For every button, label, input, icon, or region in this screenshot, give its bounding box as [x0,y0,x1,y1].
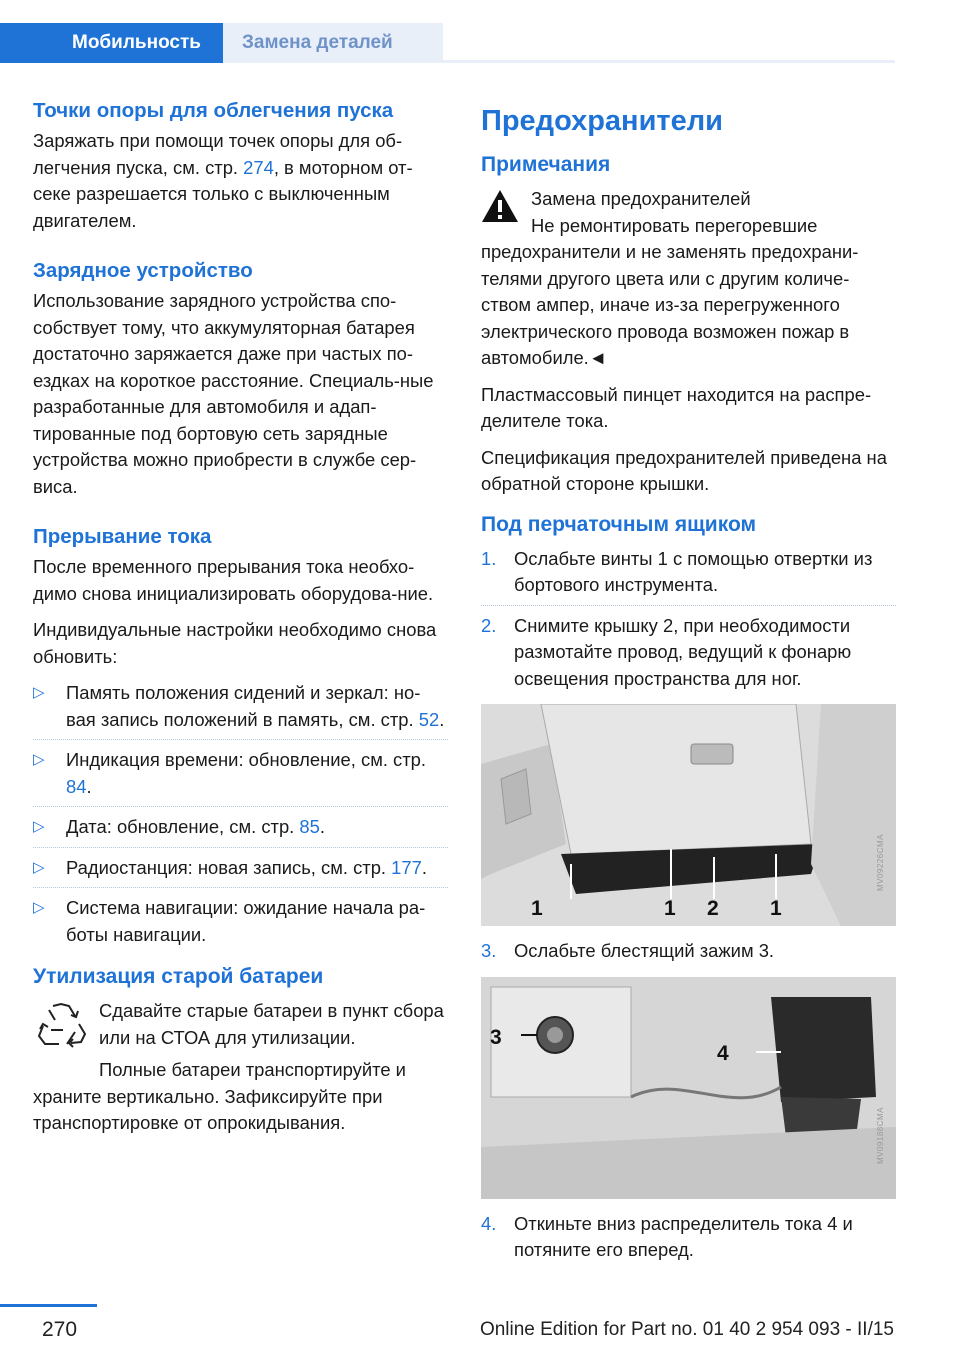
list-item: 4. Откиньте вниз распределитель тока 4 и потяните его вперед. [481,1212,853,1260]
step-number: 2. [481,614,497,636]
page-header [0,23,895,63]
heading-power-interruption: Прерывание тока [33,525,212,548]
left-column [33,98,448,1147]
header-rule [443,60,895,63]
paragraph-transport: Полные батареи транспортируйте и храните вертикально. Зафиксируйте при транспортировке от опрокидывания. [33,1059,406,1133]
callout-3: 3 [490,1025,502,1049]
callout-1b: 1 [664,897,676,920]
footer-rule [0,1304,97,1307]
heading-battery-disposal: Утилизация старой батареи [33,965,324,988]
paragraph-disposal: Сдавайте старые батареи в пункт сбора или на СТОА для утилизации. [99,1000,444,1048]
bullet-triangle-icon: ▷ [33,858,45,876]
text: Заряжать при помощи точек опоры для об-легчения пуска, см. стр. [33,130,403,178]
bullet-triangle-icon: ▷ [33,684,45,701]
heading-fuses: Предохранители [481,105,723,137]
heading-under-glovebox: Под перчаточным ящиком [481,512,757,536]
steps-list [481,1211,896,1264]
edition-label: Online Edition for Part no. 01 40 2 954 093 - II/15 [479,1319,894,1340]
list-item: ▷ Радиостанция: новая запись, см. стр. 177. [33,847,448,882]
bullet-triangle-icon: ▷ [33,818,45,835]
list-item: ▷ Индикация времени: обновление, см. стр. 84. [33,739,448,800]
list-item: ▷ Дата: обновление, см. стр. 85. [33,806,448,841]
paragraph-power-interruption: После временного прерывания тока необхо-димо снова инициализировать оборудова-ние. [33,556,434,604]
figure-glovebox [481,704,896,926]
paragraph-specification: Спецификация предохранителей приведена на обратной стороне крышки. [481,446,887,494]
paragraph-jump-start [33,128,448,234]
figure-fuse-box [481,977,896,1199]
page-link-85[interactable]: 85 [299,816,320,837]
callout-4: 4 [717,1041,729,1065]
fuse-box-illustration [481,977,896,1199]
page-link-52[interactable]: 52 [418,708,440,730]
page-number: 270 [42,1318,78,1341]
list-item: ▷ Память положения сидений и зеркал: но-вая запись положений в память, см. стр. 52. [33,682,445,730]
steps-list [481,546,896,693]
paragraph-charger: Использование зарядного устройства спо-собствует тому, что аккумуляторная батарея достаточно заряжается даже при частых по-ездках на короткое расстояние. Специаль-ные разработанные для автомобиля и адап-тированные под бортовую сеть зарядные устройства можно приобрести в службе сер-виса. [33,290,434,497]
page-link-177[interactable]: 177 [391,856,422,878]
figure-code: MV09226CMA [875,834,885,892]
paragraph-settings: Индивидуальные настройки необходимо снова обновить: [33,619,437,667]
right-column [481,98,896,1274]
warning-triangle-icon [481,188,519,224]
bullet-triangle-icon: ▷ [33,899,45,916]
step-number: 1. [481,547,497,569]
heading-jump-start-points: Точки опоры для облегчения пуска [33,99,394,122]
figure-code: MV09188CMA [875,1106,885,1164]
settings-list [33,680,448,948]
steps-list [481,938,896,965]
callout-1a: 1 [531,897,543,920]
warning-note [481,186,896,372]
heading-notes: Примечания [481,153,611,176]
text: , в моторном от-секе разрешается только с выключенным двигателем. [33,156,413,231]
list-item: 3. Ослабьте блестящий зажим 3. [481,938,896,965]
step-number: 4. [481,1212,497,1234]
list-item: ▷ Система навигации: ожидание начала ра-боты навигации. [33,887,448,948]
step-number: 3. [481,940,497,961]
warning-text: Не ремонтировать перегоревшие предохранители и не заменять предохрани-телями другого цвета или с другим количе-ством ампер, иначе из-за перегруженного электрического провода возможен пожар в автомобиле.◄ [481,214,859,368]
tab-mobility[interactable]: Мобильность [0,23,223,63]
list-item: 1. Ослабьте винты 1 с помощью отвертки из бортового инструмента. [481,547,873,595]
callout-2: 2 [707,897,719,920]
recycling-note [33,998,448,1137]
paragraph-tweezers: Пластмассовый пинцет находится на распре-делителе тока. [481,383,872,431]
recycling-icon [33,1000,89,1050]
glovebox-illustration [481,704,896,926]
bullet-triangle-icon: ▷ [33,751,45,768]
warning-heading: Замена предохранителей [531,188,751,209]
list-item: 2. Снимите крышку 2, при необходимости размотайте провод, ведущий к фонарю освещения пространства для ног. [481,605,896,693]
page-link-84[interactable]: 84 [66,775,87,797]
heading-charger: Зарядное устройство [33,259,253,282]
callout-1c: 1 [770,897,782,920]
page-link-274[interactable]: 274 [243,156,274,178]
tab-parts-replacement[interactable]: Замена деталей [223,23,443,63]
